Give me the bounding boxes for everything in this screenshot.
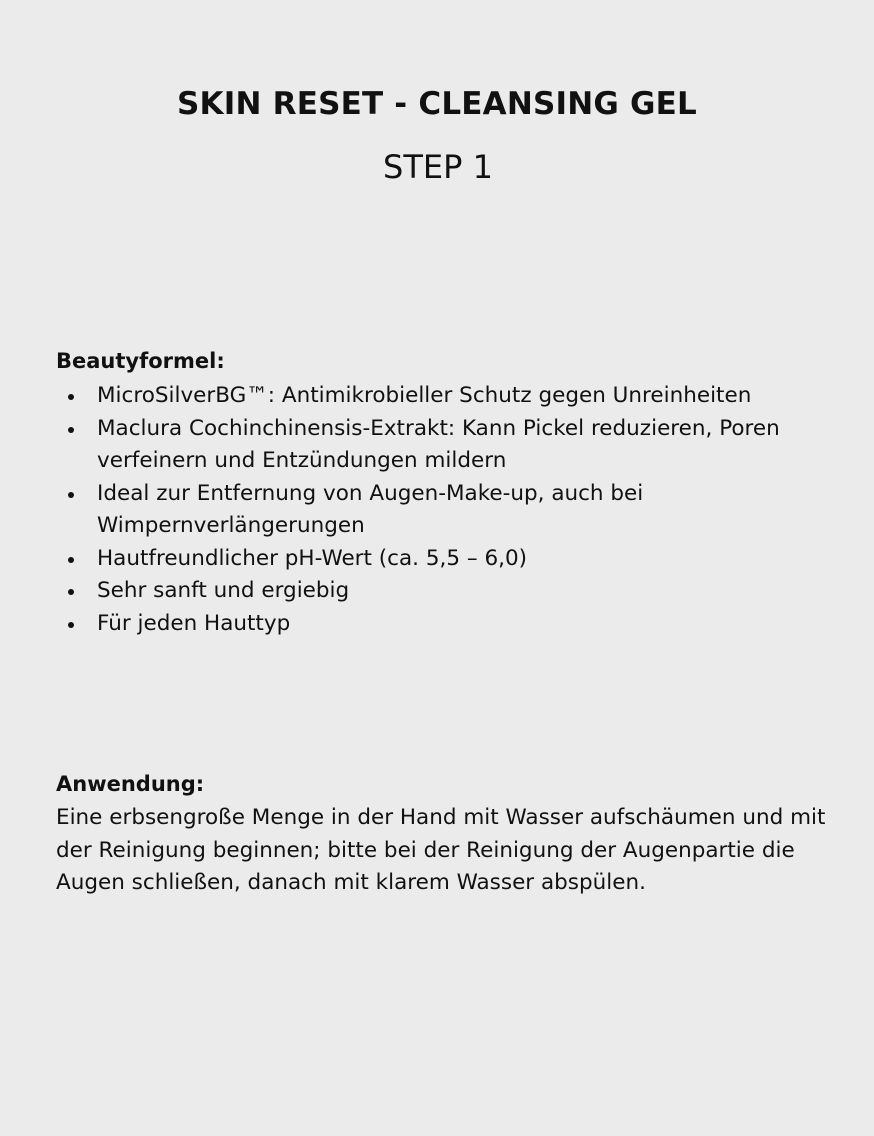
list-item-text: Maclura Cochinchinensis-Extrakt: Kann Pickel reduzieren, Poren verfeinern und Entzündungen mildern (97, 415, 780, 473)
usage-text: Eine erbsengroße Menge in der Hand mit Wasser aufschäumen und mit der Reinigung beginnen; bitte bei der Reinigung der Augenpartie die Augen schließen, danach mit klarem Wasser abspülen. (56, 805, 826, 895)
list-item (56, 575, 836, 608)
list-item (56, 543, 836, 576)
page-title: SKIN RESET - CLEANSING GEL (177, 86, 697, 122)
bullet-icon (68, 557, 74, 563)
list-item-text: Für jeden Hauttyp (97, 610, 291, 636)
page-subtitle: STEP 1 (383, 148, 493, 186)
usage-heading: Anwendung: (56, 772, 205, 796)
bullet-icon (68, 622, 74, 628)
list-item-text: Ideal zur Entfernung von Augen-Make-up, auch bei Wimpernverlängerungen (97, 480, 644, 538)
bullet-icon (68, 492, 74, 498)
formula-list (56, 380, 836, 640)
list-item (56, 478, 836, 543)
bullet-icon (68, 589, 74, 595)
formula-heading: Beautyformel: (56, 349, 225, 373)
list-item (56, 380, 836, 413)
bullet-icon (68, 394, 74, 400)
list-item (56, 608, 836, 641)
bullet-icon (68, 427, 74, 433)
list-item-text: Sehr sanft und ergiebig (97, 578, 350, 603)
list-item (56, 413, 836, 478)
list-item-text: MicroSilverBG™: Antimikrobieller Schutz gegen Unreinheiten (97, 383, 752, 408)
list-item-text: Hautfreundlicher pH-Wert (ca. 5,5 – 6,0) (97, 545, 528, 571)
